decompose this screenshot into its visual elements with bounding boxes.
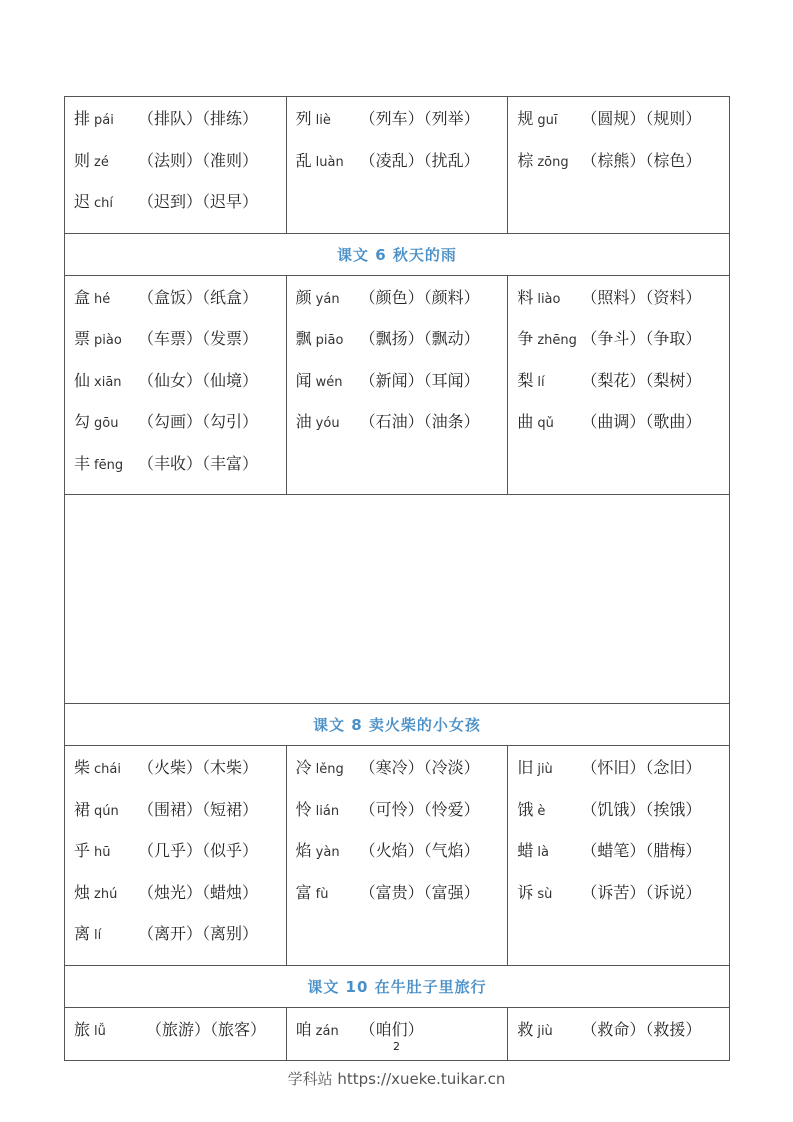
- blank-row: [65, 495, 730, 704]
- vocab-pinyin: jiù: [537, 762, 553, 777]
- vocab-pinyin: piāo: [315, 333, 344, 348]
- vocab-words: （烛光）（蜡烛）: [138, 882, 259, 902]
- vocab-pinyin: chái: [94, 762, 121, 777]
- vocab-words: （寒冷）（冷淡）: [359, 758, 480, 777]
- vocab-entry: [296, 747, 508, 789]
- vocab-char: 争: [517, 329, 534, 348]
- vocab-char: 盒: [74, 287, 91, 307]
- vocab-pinyin: zán: [315, 1023, 339, 1039]
- vocab-char: 冷: [295, 758, 312, 777]
- vocab-words: （排队）（排练）: [138, 109, 259, 128]
- vocab-pinyin: zhú: [94, 886, 118, 902]
- vocab-pinyin: guī: [537, 113, 558, 128]
- vocab-words: （诉苦）（诉说）: [581, 882, 702, 902]
- vocab-entry: [74, 789, 286, 831]
- vocab-char: 蜡: [517, 841, 534, 860]
- vocab-pinyin: liè: [315, 113, 331, 128]
- vocab-pinyin: yán: [315, 291, 340, 307]
- vocab-entry: [517, 872, 729, 914]
- vocab-pinyin: lí: [94, 928, 102, 943]
- vocab-words: （勾画）（勾引）: [138, 412, 259, 431]
- vocab-char: 梨: [517, 370, 534, 390]
- vocab-entry: [296, 789, 508, 831]
- page-number: 2: [393, 1040, 400, 1053]
- vocab-pinyin: là: [537, 845, 549, 860]
- vocab-entry: [517, 789, 729, 831]
- vocab-char: 则: [74, 150, 91, 170]
- vocab-entry: [517, 360, 729, 402]
- vocab-entry: [296, 830, 508, 872]
- vocab-words: （迟到）（迟早）: [138, 192, 259, 211]
- vocab-words: （盒饭）（纸盒）: [138, 287, 259, 307]
- vocab-words: （救命）（救援）: [581, 1019, 702, 1039]
- table-cell: [65, 746, 287, 965]
- vocab-words: （怀旧）（念旧）: [581, 758, 702, 777]
- vocab-char: 旅: [74, 1019, 91, 1039]
- vocab-char: 怜: [295, 799, 312, 819]
- vocab-words: （凌乱）（扰乱）: [359, 150, 480, 170]
- vocab-pinyin: sù: [537, 886, 553, 902]
- vocab-entry: [517, 140, 729, 182]
- lesson-title: 课文 8 卖火柴的小女孩: [313, 716, 481, 734]
- table-cell: [508, 746, 730, 965]
- vocab-entry: [517, 318, 729, 360]
- vocab-char: 棕: [517, 150, 534, 170]
- vocab-entry: [517, 401, 729, 443]
- table-cell: [287, 746, 509, 965]
- vocab-words: （可怜）（怜爱）: [359, 799, 480, 819]
- vocab-pinyin: chí: [94, 196, 114, 211]
- vocab-words: （圆规）（规则）: [581, 109, 702, 128]
- vocab-entry: [74, 318, 286, 360]
- vocab-entry: [74, 872, 286, 914]
- vocab-entry: [74, 913, 286, 955]
- vocab-char: 勾: [74, 412, 91, 431]
- vocab-words: （石油）（油条）: [359, 412, 480, 431]
- vocab-pinyin: zé: [94, 154, 109, 170]
- vocab-pinyin: lěng: [315, 762, 344, 777]
- vocab-char: 乱: [295, 150, 312, 170]
- vocab-entry: [74, 98, 286, 140]
- vocab-char: 焰: [295, 841, 312, 860]
- vocab-char: 丰: [74, 453, 91, 473]
- lesson-title: 课文 6 秋天的雨: [337, 245, 457, 264]
- vocab-char: 饿: [517, 799, 534, 819]
- vocab-char: 旧: [517, 758, 534, 777]
- vocab-entry: [296, 318, 508, 360]
- vocab-entry: [296, 98, 508, 140]
- vocab-words: （饥饿）（挨饿）: [581, 799, 702, 819]
- vocab-pinyin: lí: [537, 374, 545, 390]
- vocab-pinyin: piào: [94, 333, 122, 348]
- vocab-char: 乎: [74, 841, 91, 860]
- vocab-char: 票: [74, 329, 91, 348]
- vocab-words: （富贵）（富强）: [359, 882, 480, 902]
- vocab-table: [64, 96, 730, 1061]
- vocab-entry: [517, 747, 729, 789]
- vocab-pinyin: pái: [94, 113, 114, 128]
- vocab-char: 规: [517, 109, 534, 128]
- vocab-entry: [74, 830, 286, 872]
- vocab-entry: [296, 140, 508, 182]
- vocab-words: （曲调）（歌曲）: [581, 412, 702, 431]
- vocab-words: （照料）（资料）: [581, 287, 702, 307]
- vocab-pinyin: liào: [537, 291, 561, 307]
- table-cell: [287, 276, 509, 495]
- vocab-words: （蜡笔）（腊梅）: [581, 841, 702, 860]
- vocab-entry: [74, 443, 286, 485]
- vocab-pinyin: yàn: [315, 845, 340, 860]
- lesson8-header: [65, 704, 730, 746]
- vocab-entry: [74, 360, 286, 402]
- lesson6-header: [65, 234, 730, 276]
- vocab-char: 料: [517, 287, 534, 307]
- vocab-char: 飘: [295, 329, 312, 348]
- vocab-pinyin: lián: [315, 803, 340, 819]
- vocab-words: （梨花）（梨树）: [581, 370, 702, 390]
- vocab-entry: [74, 140, 286, 182]
- footer-url: 学科站 https://xueke.tuikar.cn: [287, 1070, 506, 1088]
- vocab-pinyin: è: [537, 803, 546, 819]
- vocab-words: （飘扬）（飘动）: [359, 329, 480, 348]
- table-cell: [508, 97, 730, 233]
- vocab-words: （旅游）（旅客）: [146, 1019, 267, 1039]
- vocab-entry: [517, 277, 729, 319]
- vocab-words: （丰收）（丰富）: [138, 453, 259, 473]
- vocab-words: （火焰）（气焰）: [359, 841, 480, 860]
- vocab-words: （咱们）: [359, 1019, 424, 1039]
- vocab-pinyin: fēng: [94, 457, 124, 473]
- vocab-char: 柴: [74, 758, 91, 777]
- vocab-entry: [74, 181, 286, 223]
- vocab-words: （围裙）（短裙）: [138, 799, 259, 819]
- vocab-pinyin: fù: [315, 886, 329, 902]
- vocab-pinyin: yóu: [315, 416, 340, 431]
- vocab-entry: [296, 401, 508, 443]
- vocab-entry: [296, 277, 508, 319]
- vocab-words: （仙女）（仙境）: [138, 370, 259, 390]
- vocab-char: 迟: [74, 192, 91, 211]
- vocab-pinyin: zōng: [537, 154, 569, 170]
- vocab-pinyin: luàn: [315, 154, 344, 170]
- vocab-char: 闻: [295, 370, 312, 390]
- vocab-words: （新闻）（耳闻）: [359, 370, 480, 390]
- vocab-words: （离开）（离别）: [138, 924, 259, 943]
- table-cell: [65, 97, 287, 233]
- vocab-entry: [74, 747, 286, 789]
- lesson-title: 课文 10 在牛肚子里旅行: [307, 977, 487, 996]
- vocab-words: （几乎）（似乎）: [138, 841, 259, 860]
- vocab-pinyin: jiù: [537, 1023, 553, 1039]
- vocab-pinyin: gōu: [94, 416, 119, 431]
- vocab-char: 诉: [517, 882, 534, 902]
- vocab-char: 排: [74, 109, 91, 128]
- table-cell: [508, 276, 730, 495]
- vocab-pinyin: zhēng: [537, 333, 577, 348]
- lesson6-row: [65, 276, 730, 496]
- vocab-char: 离: [74, 924, 91, 943]
- vocab-char: 裙: [74, 799, 91, 819]
- vocab-char: 列: [295, 109, 312, 128]
- vocab-words: （火柴）（木柴）: [138, 758, 259, 777]
- table-cell: [65, 276, 287, 495]
- vocab-char: 仙: [74, 370, 91, 390]
- vocab-pinyin: qún: [94, 803, 119, 819]
- vocab-char: 烛: [74, 882, 91, 902]
- vocab-pinyin: xiān: [94, 374, 122, 390]
- vocab-char: 曲: [517, 412, 534, 431]
- vocab-pinyin: hū: [94, 845, 111, 860]
- vocab-words: （颜色）（颜料）: [359, 287, 480, 307]
- vocab-words: （法则）（准则）: [138, 150, 259, 170]
- vocab-entry: [517, 98, 729, 140]
- lesson8-row: [65, 746, 730, 966]
- vocab-entry: [296, 360, 508, 402]
- vocab-char: 救: [517, 1019, 534, 1039]
- vocab-char: 油: [295, 412, 312, 431]
- vocab-words: （争斗）（争取）: [581, 329, 702, 348]
- vocab-pinyin: wén: [315, 374, 343, 390]
- vocab-pinyin: lǚ: [94, 1023, 106, 1039]
- table-cell: [287, 97, 509, 233]
- vocab-entry: [517, 830, 729, 872]
- section1-row: [65, 97, 730, 234]
- vocab-pinyin: qǔ: [537, 416, 554, 431]
- vocab-words: （车票）（发票）: [138, 329, 259, 348]
- vocab-char: 颜: [295, 287, 312, 307]
- vocab-entry: [74, 401, 286, 443]
- vocab-words: （列车）（列举）: [359, 109, 480, 128]
- vocab-words: （棕熊）（棕色）: [581, 150, 702, 170]
- vocab-char: 咱: [295, 1019, 312, 1039]
- vocab-entry: [74, 277, 286, 319]
- lesson10-header: [65, 966, 730, 1008]
- vocab-pinyin: hé: [94, 291, 111, 307]
- vocab-entry: [296, 872, 508, 914]
- vocab-char: 富: [295, 882, 312, 902]
